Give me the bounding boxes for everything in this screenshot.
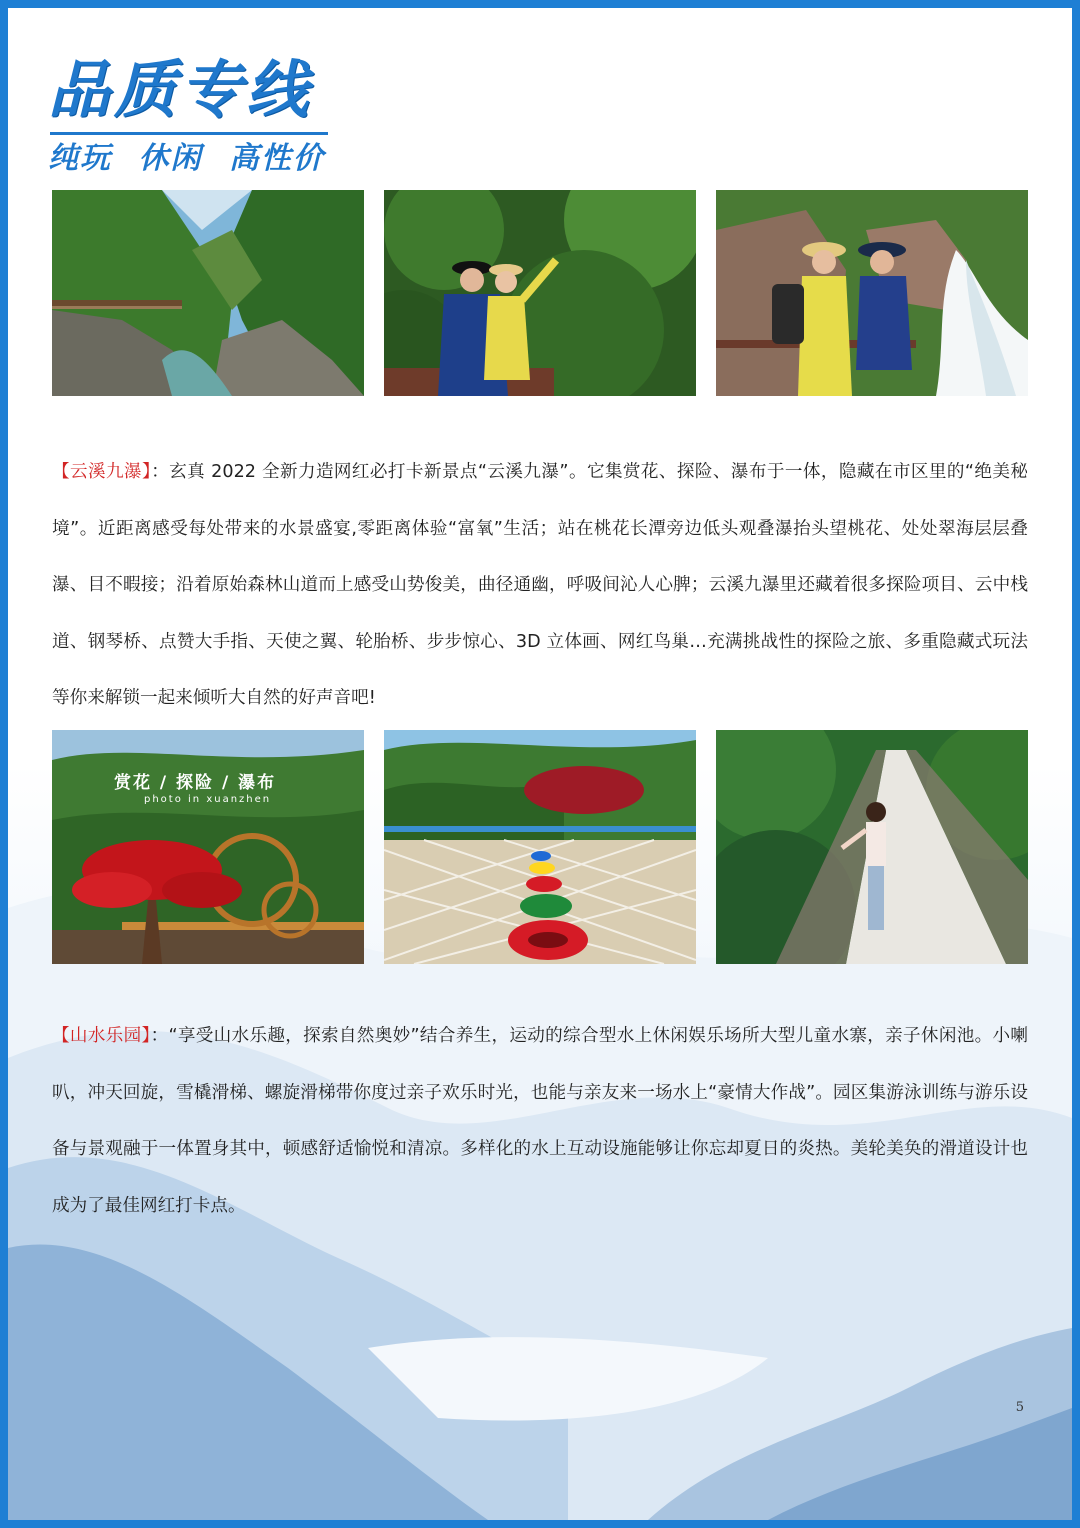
title-block <box>48 52 339 177</box>
subtitle-item: 高性价 <box>228 141 325 176</box>
page-number: 5 <box>1015 1400 1024 1415</box>
shanshui-text: ：“享受山水乐趣，探索自然奥妙”结合养生，运动的综合型水上休闲娱乐场所大型儿童水寨，亲子休闲池。小喇叭，冲天回旋，雪橇滑梯、螺旋滑梯带你度过亲子欢乐时光，也能与亲友来一场水上“豪情大作战”。园区集游泳训练与游乐设备与景观融于一体置身其中，顿感舒适愉悦和清凉。多样化的水上互动设施能够让你忘却夏日的炎热。美轮美奂的滑道设计也成为了最佳网红打卡点。 <box>52 1026 1028 1216</box>
section-tag-yunxi: 【云溪九瀑】 <box>52 462 152 482</box>
subtitle-item: 休闲 <box>138 141 203 176</box>
hikers-pointing-photo <box>384 190 696 396</box>
top-gallery <box>52 190 1028 396</box>
suspension-bridge-photo <box>716 730 1028 964</box>
tire-bridge-photo <box>384 730 696 964</box>
red-tree-waterwheel-photo <box>52 730 364 964</box>
subtitle-item: 纯玩 <box>48 141 112 176</box>
hikers-waterfall-photo <box>716 190 1028 396</box>
title-divider <box>50 132 328 135</box>
yunxi-description <box>52 444 1028 727</box>
bottom-gallery <box>52 730 1028 964</box>
yunxi-text: ：玄真 2022 全新力造网红必打卡新景点“云溪九瀑”。它集赏花、探险、瀑布于一体，隐藏在市区里的“绝美秘境”。近距离感受每处带来的水景盛宴,零距离体验“富氧”生活；站在桃花长潭旁边低头观叠瀑抬头望桃花、处处翠海层层叠瀑、目不暇接；沿着原始森林山道而上感受山势俊美，曲径通幽，呼吸间沁人心脾；云溪九瀑里还藏着很多探险项目、云中栈道、钢琴桥、点赞大手指、天使之翼、轮胎桥、步步惊心、3D 立体画、网红鸟巢…充满挑战性的探险之旅、多重隐藏式玩法等你来解锁一起来倾听大自然的好声音吧! <box>52 462 1028 708</box>
page-subtitle <box>48 141 339 177</box>
canyon-boardwalk-photo <box>52 190 364 396</box>
section-tag-shanshui: 【山水乐园】 <box>52 1026 151 1046</box>
photo-caption: 赏花 / 探险 / 瀑布 <box>114 773 277 793</box>
shanshui-description <box>52 1008 1028 1234</box>
page-title: 品质专线 <box>48 53 313 126</box>
photo-caption-sub: photo in xuanzhen <box>144 794 272 805</box>
